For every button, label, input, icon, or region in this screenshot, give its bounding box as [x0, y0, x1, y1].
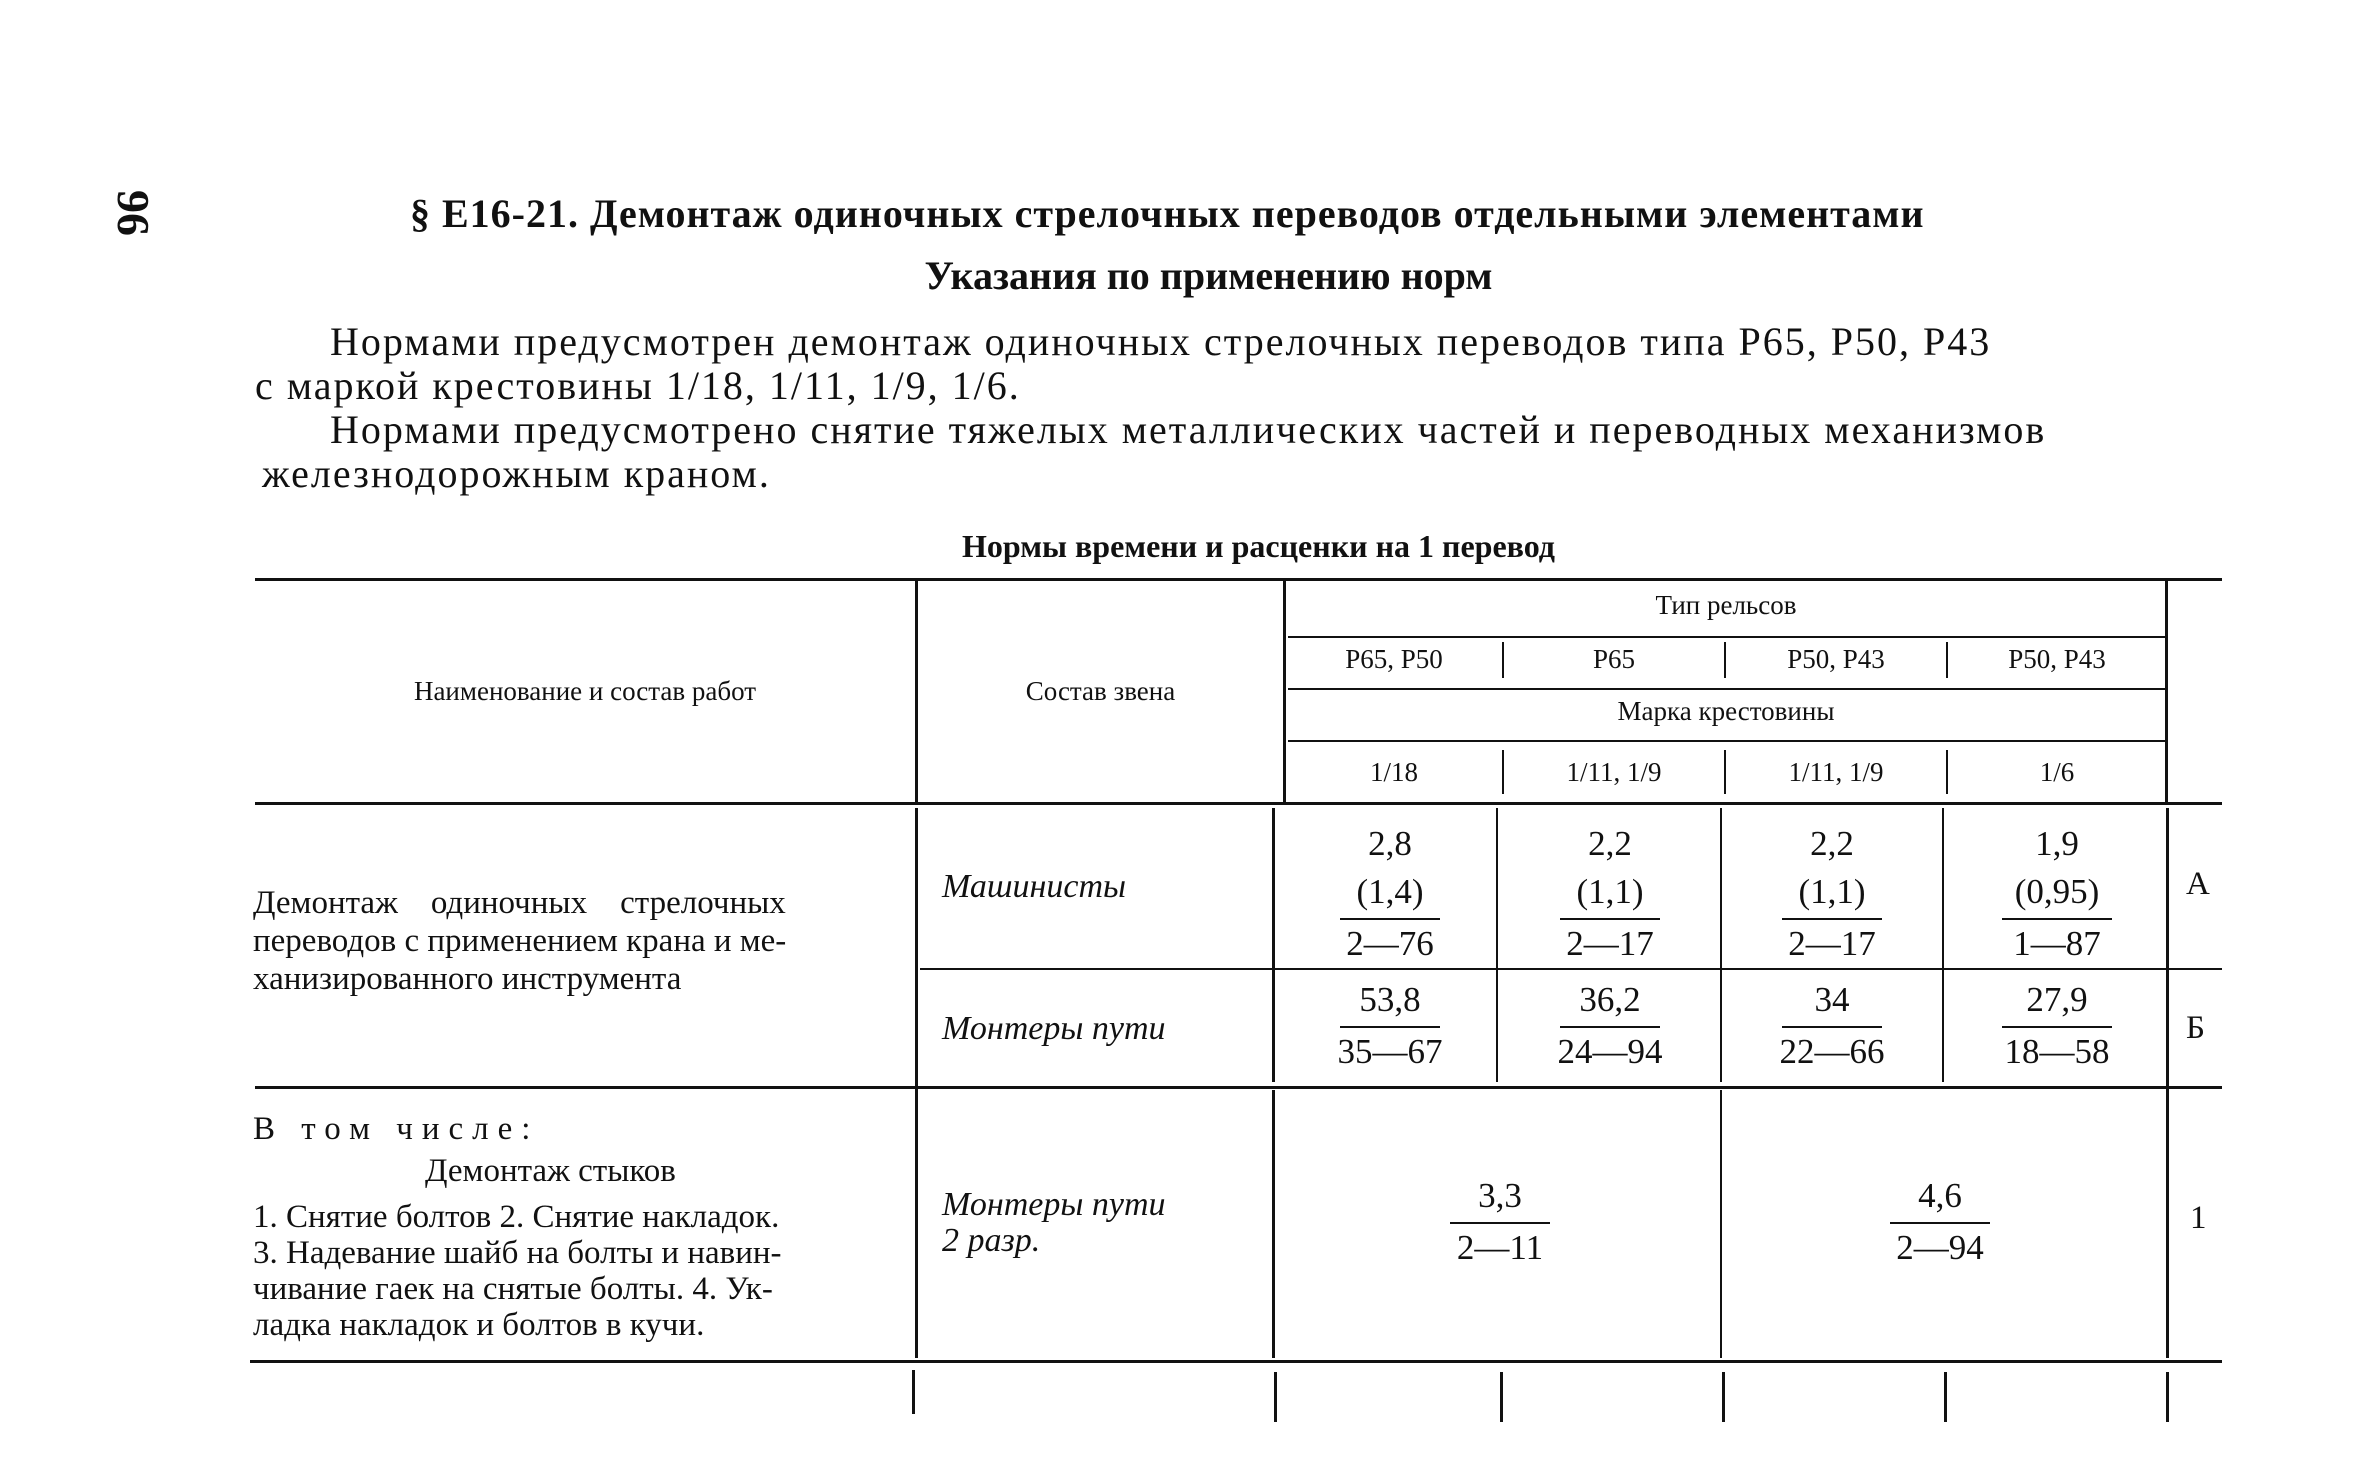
- including-line-3: чивание гаек на снятые болты. 4. Ук-: [253, 1271, 773, 1307]
- body-col-rule-3: [1496, 808, 1498, 1082]
- drivers-time-2: 2,2: [1588, 824, 1632, 863]
- drivers-value-3: [1772, 820, 1892, 968]
- crew-drivers: Машинисты: [942, 868, 1127, 905]
- frog-mark-4: 1/6: [2039, 757, 2075, 787]
- track-time-2: 36,2: [1579, 980, 1641, 1019]
- frog-mark-1: 1/18: [1369, 757, 1418, 787]
- body-col-rule-8: [1720, 1090, 1722, 1358]
- drivers-price-3: 2—17: [1788, 924, 1876, 963]
- drivers-paren-1: (1,4): [1356, 872, 1424, 911]
- rail-types-rule: [1288, 688, 2168, 690]
- body-col-rule-7: [1272, 1090, 1275, 1358]
- including-value-1: [1440, 1172, 1560, 1272]
- body-col-rule-4: [1720, 808, 1722, 1082]
- track-value-3: [1772, 976, 1892, 1076]
- header-work-name: Наименование и состав работ: [413, 676, 757, 706]
- track-time-3: 34: [1814, 980, 1850, 1019]
- including-line-4: ладка накладок и болтов в кучи.: [253, 1307, 705, 1343]
- including-label: В том числе:: [253, 1111, 540, 1147]
- paragraph-2-line-1: Нормами предусмотрено снятие тяжелых металлических частей и переводных механизмов: [330, 407, 2047, 452]
- including-time-2: 4,6: [1918, 1176, 1962, 1215]
- section-subtitle: Указания по применению норм: [924, 253, 1493, 298]
- including-value-2: [1880, 1172, 2000, 1272]
- drivers-time-1: 2,8: [1368, 824, 1412, 863]
- stub-4: [1722, 1372, 1725, 1422]
- drivers-paren-2: (1,1): [1576, 872, 1644, 911]
- track-value-4: [1992, 976, 2122, 1076]
- drivers-time-3: 2,2: [1810, 824, 1854, 863]
- stub-2: [1274, 1372, 1277, 1422]
- rail-type-3: Р50, Р43: [1787, 644, 1885, 674]
- rail-type-2: Р65: [1592, 644, 1636, 674]
- drivers-price-4: 1—87: [2013, 924, 2101, 963]
- header-bottom-rule: [255, 802, 2222, 805]
- header-rail-type: Тип рельсов: [1655, 590, 1797, 620]
- stub-1: [912, 1370, 915, 1414]
- track-value-2: [1550, 976, 1670, 1076]
- track-time-4: 27,9: [2026, 980, 2088, 1019]
- drivers-paren-4: (0,95): [2014, 872, 2100, 911]
- rail-type-1: Р65, Р50: [1345, 644, 1443, 674]
- drivers-value-2: [1550, 820, 1670, 968]
- drivers-price-2: 2—17: [1566, 924, 1654, 963]
- rail-type-rule: [1288, 636, 2168, 638]
- main-work-line-3: ханизированного инструмента: [253, 961, 682, 997]
- track-price-2: 24—94: [1557, 1032, 1663, 1071]
- track-price-1: 35—67: [1337, 1032, 1443, 1071]
- track-value-1: [1330, 976, 1450, 1076]
- stub-5: [1944, 1372, 1947, 1422]
- crew-track-workers: Монтеры пути: [942, 1010, 1166, 1047]
- including-heading: Демонтаж стыков: [425, 1153, 676, 1189]
- row-mark-1: 1: [2190, 1200, 2207, 1236]
- drivers-paren-3: (1,1): [1798, 872, 1866, 911]
- row-mark-b: Б: [2186, 1010, 2205, 1046]
- table-caption: Нормы времени и расценки на 1 перевод: [962, 528, 1555, 564]
- paragraph-1-line-1: Нормами предусмотрен демонтаж одиночных стрелочных переводов типа Р65, Р50, Р43: [330, 319, 1992, 364]
- including-price-1: 2—11: [1456, 1228, 1544, 1267]
- body-col-rule-1: [915, 808, 918, 1358]
- header-crew: Состав звена: [1025, 676, 1176, 706]
- rail-type-4: Р50, Р43: [2008, 644, 2106, 674]
- drivers-time-4: 1,9: [2035, 824, 2079, 863]
- frog-mark-2: 1/11, 1/9: [1566, 757, 1662, 787]
- stub-3: [1500, 1372, 1503, 1422]
- row-divider-2: [255, 1086, 2222, 1089]
- frog-mark-3: 1/11, 1/9: [1788, 757, 1884, 787]
- stub-6: [2166, 1372, 2169, 1422]
- body-col-rule-2: [1272, 808, 1275, 1082]
- track-price-3: 22—66: [1779, 1032, 1885, 1071]
- table-bottom-rule: [250, 1360, 2222, 1363]
- section-title: § Е16-21. Демонтаж одиночных стрелочных переводов отдельными элементами: [410, 191, 1925, 236]
- body-col-rule-6: [2166, 808, 2169, 1358]
- including-line-2: 3. Надевание шайб на болты и навин-: [253, 1235, 782, 1271]
- paragraph-2-line-2: железнодорожным краном.: [262, 451, 771, 496]
- drivers-value-4: [1992, 820, 2122, 968]
- track-price-4: 18—58: [2004, 1032, 2110, 1071]
- drivers-value-1: [1330, 820, 1450, 968]
- crew-including-1: Монтеры пути: [942, 1186, 1166, 1223]
- drivers-price-1: 2—76: [1346, 924, 1434, 963]
- including-price-2: 2—94: [1896, 1228, 1984, 1267]
- crew-including-2: 2 разр.: [942, 1222, 1041, 1259]
- page-number: 96: [108, 190, 159, 236]
- including-line-1: 1. Снятие болтов 2. Снятие накладок.: [253, 1199, 780, 1235]
- row-mark-a: А: [2186, 866, 2210, 902]
- paragraph-1-line-2: с маркой крестовины 1/18, 1/11, 1/9, 1/6.: [255, 363, 1021, 408]
- row-divider: [920, 968, 2222, 970]
- main-work-line-2: переводов с применением крана и ме-: [253, 923, 787, 959]
- header-frog-mark: Марка крестовины: [1617, 696, 1835, 726]
- including-time-1: 3,3: [1478, 1176, 1522, 1215]
- body-col-rule-5: [1942, 808, 1944, 1082]
- frog-mark-rule: [1288, 740, 2168, 742]
- table-top-rule: [255, 578, 2222, 581]
- main-work-line-1: Демонтаж одиночных стрелочных: [253, 885, 786, 921]
- track-time-1: 53,8: [1359, 980, 1421, 1019]
